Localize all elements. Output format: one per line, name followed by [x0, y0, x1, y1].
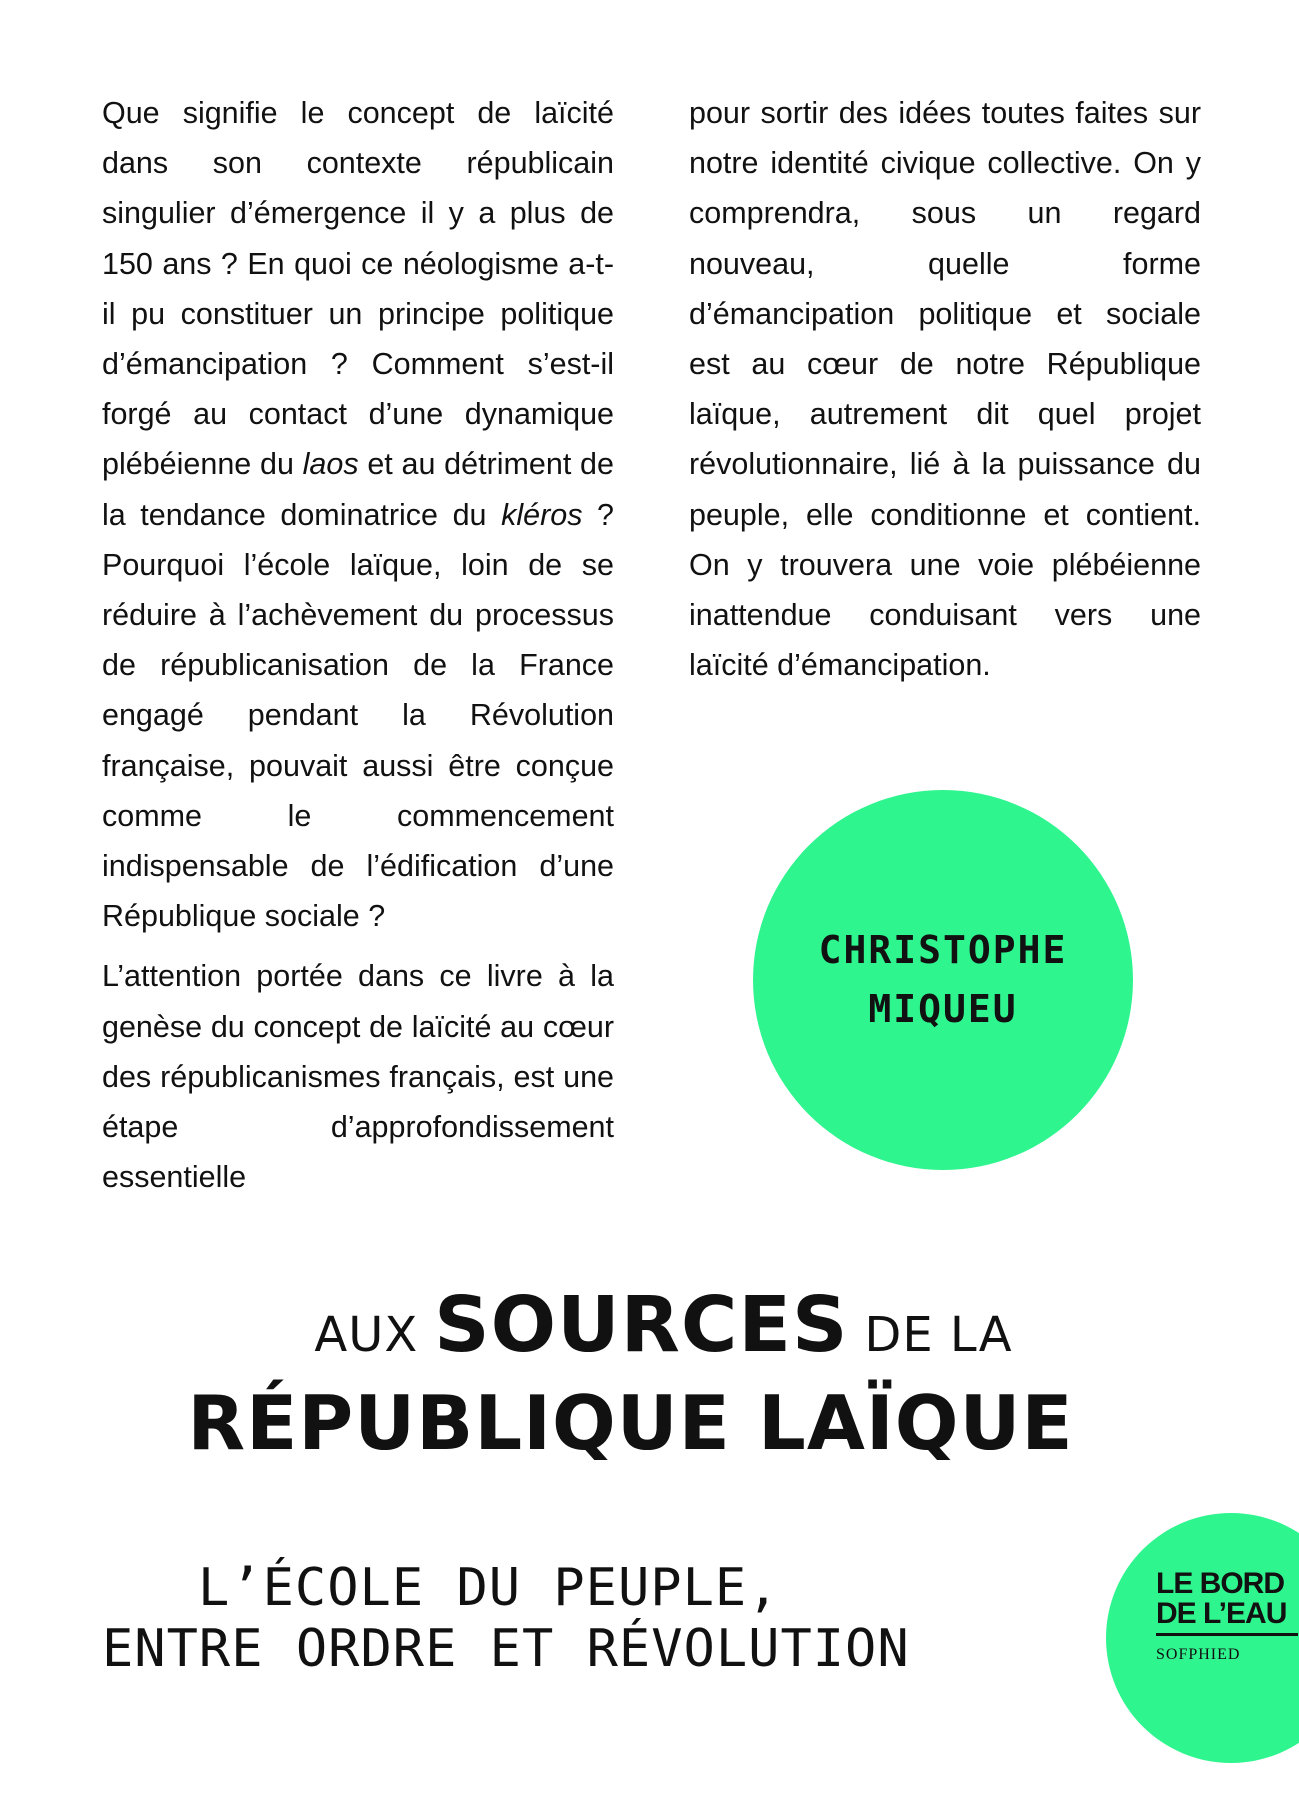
publisher-name-line-1: LE BORD — [1156, 1567, 1284, 1600]
title-word-sources: SOURCES — [434, 1281, 849, 1370]
book-title — [0, 1281, 1299, 1471]
blurb-term-laos: laos — [302, 447, 359, 482]
blurb-left-column — [102, 88, 614, 1202]
title-line-2: RÉPUBLIQUE LAÏQUE — [187, 1379, 1074, 1467]
publisher-logo — [1156, 1567, 1287, 1664]
title-word-aux: AUX — [314, 1307, 419, 1363]
author-badge — [753, 790, 1133, 1170]
publisher-rule — [1156, 1633, 1298, 1636]
author-last-name: MIQUEU — [868, 987, 1018, 1031]
publisher-imprint: SOFPHIED — [1156, 1646, 1241, 1663]
blurb-paragraph-3: pour sortir des idées toutes faites sur notre identité civique collective. On y comprendra, sous un regard nouveau, quelle forme d’émancipation politique et sociale est au cœur de notre République laïque, autrement dit quel projet révolutionnaire, lié à la puissance du peuple, elle conditionne et contient. On y trouvera une voie plébéienne inattendue conduisant vers une laïcité d’émancipation. — [689, 96, 1201, 683]
blurb-paragraph-1: Que signifie le concept de laïcité dans son contexte républicain singulier d’émergence il y a plus de 150 ans ? En quoi ce néologisme a-t-il pu constituer un principe politique d’émancipation ? Comment s’est-il forgé au contact d’une dynamique plébéienne du laos et au détriment de la tendance dominatrice du kléros ? Pourquoi l’école laïque, loin de se réduire à l’achèvement du processus de républicanisation de la France engagé pendant la Révolution française, pouvait aussi être conçue comme le commencement indispensable de l’édification d’une République sociale ? — [102, 96, 614, 934]
subtitle-line-2: ENTRE ORDRE ET RÉVOLUTION — [102, 1619, 910, 1679]
title-word-de-la: DE LA — [864, 1307, 1013, 1363]
subtitle-line-1: L’ÉCOLE DU PEUPLE, — [198, 1558, 780, 1618]
publisher-name-line-2: DE L’EAU — [1156, 1597, 1287, 1630]
blurb-right-column — [689, 88, 1201, 690]
title-line-1 — [14, 1281, 1299, 1375]
blurb-paragraph-2: L’attention portée dans ce livre à la genèse du concept de laïcité au cœur des républicanismes français, est une étape d’approfondissement essentielle — [102, 959, 614, 1195]
blurb-term-kleros: kléros — [501, 497, 583, 532]
author-first-name: CHRISTOPHE — [818, 928, 1068, 972]
